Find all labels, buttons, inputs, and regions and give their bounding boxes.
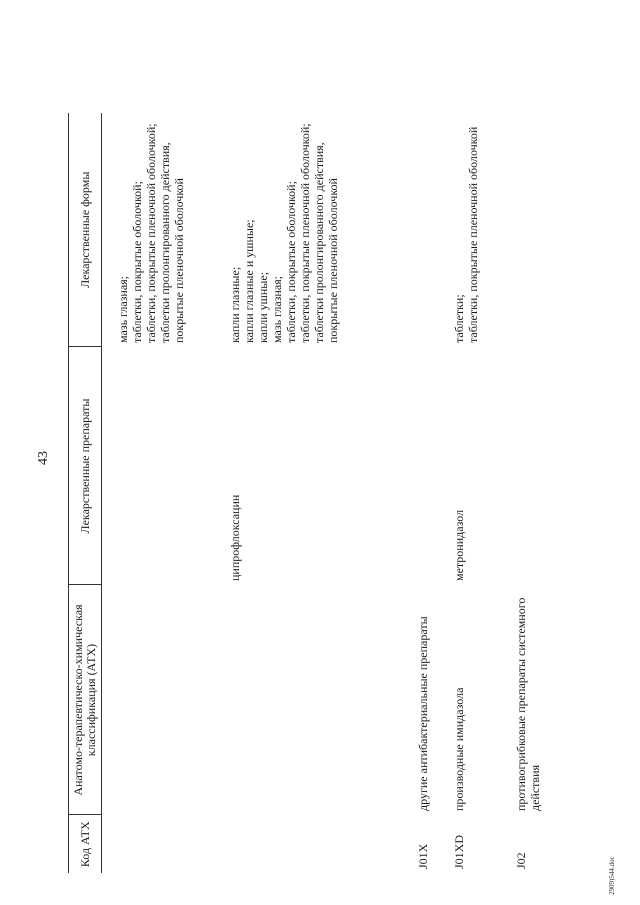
table-row	[416, 113, 452, 873]
row-code: J02	[513, 852, 528, 869]
row-drug: ципрофлоксацин	[227, 494, 242, 581]
row-code	[228, 815, 416, 873]
row-code: J01XD	[451, 834, 466, 869]
table-row	[452, 113, 514, 873]
row-classification: другие антибактериальные препараты	[415, 616, 430, 811]
row-code: J01X	[415, 843, 430, 869]
document-file-code: 2909)544.doc	[608, 856, 616, 895]
row-code	[102, 815, 228, 873]
row-forms: таблетки; таблетки, покрытые пленочной оболочкой	[451, 126, 480, 343]
row-drug: метронидазол	[451, 509, 466, 581]
row-drug	[514, 347, 554, 585]
header-code: Код АТХ	[69, 815, 102, 873]
header-forms: Лекарственные формы	[69, 113, 102, 347]
row-forms	[416, 113, 452, 347]
table-row	[228, 113, 416, 873]
header-drugs: Лекарственные препараты	[69, 347, 102, 585]
row-drug	[416, 347, 452, 585]
row-classification: производные имидазола	[451, 687, 466, 811]
row-forms	[514, 113, 554, 347]
row-classification	[228, 585, 416, 815]
row-classification	[102, 585, 228, 815]
row-forms: мазь глазная; таблетки, покрытые оболочкой; таблетки, покрытые пленочной оболочкой; таблетки пролонгированного действия, покрытые пленочной оболочкой	[116, 123, 186, 343]
row-forms: капли глазные; капли глазные и ушные; капли ушные; мазь глазная; таблетки, покрытые оболочкой; таблетки, покрытые пленочной оболочкой; таблетки пролонгированного действия, покрытые пленочной оболочкой	[227, 123, 340, 343]
atx-table	[68, 113, 554, 873]
table-row	[514, 113, 554, 873]
row-drug	[102, 347, 228, 585]
table-row	[102, 113, 228, 873]
header-classification: Анатомо-терапевтическо-химическая классификация (АТХ)	[69, 585, 102, 815]
table-header-row	[69, 113, 102, 873]
page-number: 43	[36, 451, 51, 465]
row-classification: противогрибковые препараты системного действия	[513, 597, 542, 811]
